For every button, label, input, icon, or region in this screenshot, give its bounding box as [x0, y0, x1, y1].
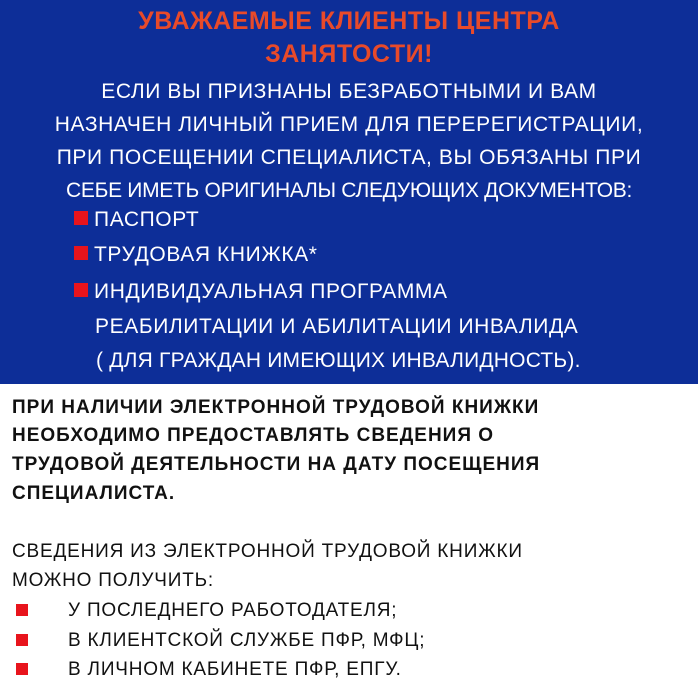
- document-item-continuation-2: ( ДЛЯ ГРАЖДАН ИМЕЮЩИХ ИНВАЛИДНОСТЬ).: [96, 349, 581, 372]
- document-item-rehab-program: [74, 281, 448, 302]
- intro-line-4: СЕБЕ ИМЕТЬ ОРИГИНАЛЫ СЛЕДУЮЩИХ ДОКУМЕНТОВ:: [66, 179, 632, 202]
- headline-line-1: УВАЖАЕМЫЕ КЛИЕНТЫ ЦЕНТРА: [138, 7, 560, 35]
- info-line-1: СВЕДЕНИЯ ИЗ ЭЛЕКТРОННОЙ ТРУДОВОЙ КНИЖКИ: [12, 541, 523, 562]
- red-square-bullet-icon: [74, 283, 88, 297]
- notice-line-2: НЕОБХОДИМО ПРЕДОСТАВЛЯТЬ СВЕДЕНИЯ О: [12, 425, 495, 446]
- document-item-work-book: [74, 244, 318, 265]
- document-item-label: ИНДИВИДУАЛЬНАЯ ПРОГРАММА: [94, 280, 448, 303]
- document-item-passport: [74, 209, 199, 230]
- document-item-continuation-1: РЕАБИЛИТАЦИИ И АБИЛИТАЦИИ ИНВАЛИДА: [95, 315, 579, 338]
- red-square-bullet-icon: [16, 663, 28, 675]
- source-item-label: В ЛИЧНОМ КАБИНЕТЕ ПФР, ЕПГУ.: [68, 659, 402, 680]
- notice-line-1: ПРИ НАЛИЧИИ ЭЛЕКТРОННОЙ ТРУДОВОЙ КНИЖКИ: [12, 397, 540, 418]
- intro-line-2: НАЗНАЧЕН ЛИЧНЫЙ ПРИЕМ ДЛЯ ПЕРЕРЕГИСТРАЦИИ,: [54, 113, 644, 136]
- document-item-label: ПАСПОРТ: [94, 208, 200, 231]
- red-square-bullet-icon: [74, 246, 88, 260]
- document-item-label: ТРУДОВАЯ КНИЖКА*: [94, 243, 318, 266]
- notice-line-3: ТРУДОВОЙ ДЕЯТЕЛЬНОСТИ НА ДАТУ ПОСЕЩЕНИЯ: [12, 454, 541, 475]
- red-square-bullet-icon: [16, 634, 28, 646]
- headline-line-2: ЗАНЯТОСТИ!: [265, 40, 433, 68]
- info-line-2: МОЖНО ПОЛУЧИТЬ:: [12, 570, 214, 591]
- intro-line-3: ПРИ ПОСЕЩЕНИИ СПЕЦИАЛИСТА, ВЫ ОБЯЗАНЫ ПРИ: [56, 146, 642, 169]
- source-item-label: В КЛИЕНТСКОЙ СЛУЖБЕ ПФР, МФЦ;: [68, 630, 426, 651]
- intro-line-1: ЕСЛИ ВЫ ПРИЗНАНЫ БЕЗРАБОТНЫМИ И ВАМ: [101, 80, 597, 103]
- red-square-bullet-icon: [16, 604, 28, 616]
- notice-line-4: СПЕЦИАЛИСТА.: [12, 483, 176, 504]
- red-square-bullet-icon: [74, 211, 88, 225]
- source-item-label: У ПОСЛЕДНЕГО РАБОТОДАТЕЛЯ;: [68, 600, 398, 621]
